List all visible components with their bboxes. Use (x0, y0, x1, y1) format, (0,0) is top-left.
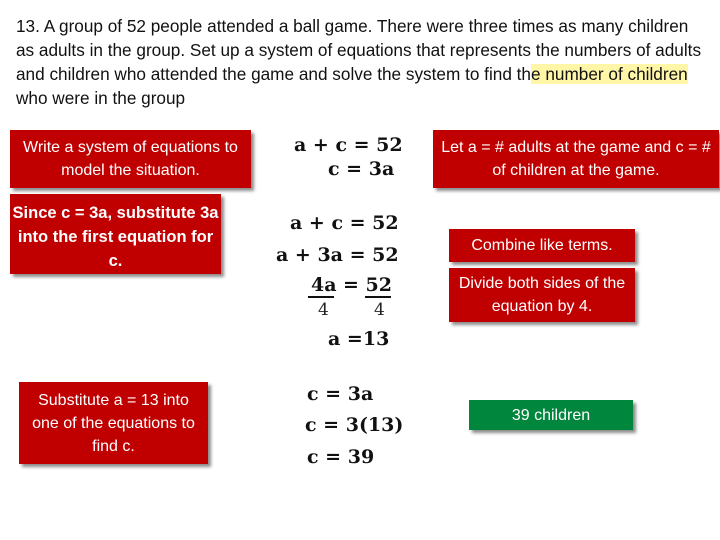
step-equation-3-left: 4a (311, 274, 337, 296)
combine-text: Combine like terms. (471, 237, 613, 254)
substitute-text: Substitute a = 13 into one of the equations to find c. (32, 391, 195, 455)
problem-statement (16, 14, 706, 110)
let-variables-text: Let a = # adults at the game and c = # of children at the game. (441, 139, 711, 179)
step-equation-1: a + c = 52 (290, 212, 399, 234)
since-box (10, 194, 221, 274)
step-equation-3-right: = 52 (343, 274, 392, 296)
system-equation-1: a + c = 52 (294, 134, 403, 156)
answer-text: 39 children (511, 406, 591, 424)
c-equation-3: c = 39 (307, 446, 375, 468)
let-variables-box (433, 130, 719, 188)
divisor-right: 4 (374, 300, 385, 320)
combine-box (449, 229, 635, 262)
result-a: a =13 (328, 328, 390, 350)
system-equation-2: c = 3a (328, 158, 395, 180)
problem-text-end: who were in the group (16, 88, 186, 108)
substitute-box (19, 382, 208, 464)
c-equation-1: c = 3a (307, 383, 374, 405)
answer-box (469, 400, 633, 430)
divisor-left: 4 (318, 300, 329, 320)
problem-highlight: e number of children (531, 64, 688, 84)
fraction-bar-left (308, 296, 334, 298)
problem-text: 13. A group of 52 people attended a ball game. There were three times as many children as adults in the group. Set up a system of equations that represents the numbers of adults and children who attended the game and solve the system to find th (16, 16, 702, 84)
write-system-text: Write a system of equations to model the situation. (23, 139, 238, 179)
divide-text: Divide both sides of the equation by 4. (458, 275, 626, 315)
fraction-bar-right (365, 296, 391, 298)
divide-box (449, 268, 635, 322)
since-text: Since c = 3a, substitute 3a into the first equation for c. (12, 204, 219, 270)
step-equation-2: a + 3a = 52 (276, 244, 399, 266)
c-equation-2: c = 3(13) (305, 414, 404, 436)
write-system-box (10, 130, 251, 188)
